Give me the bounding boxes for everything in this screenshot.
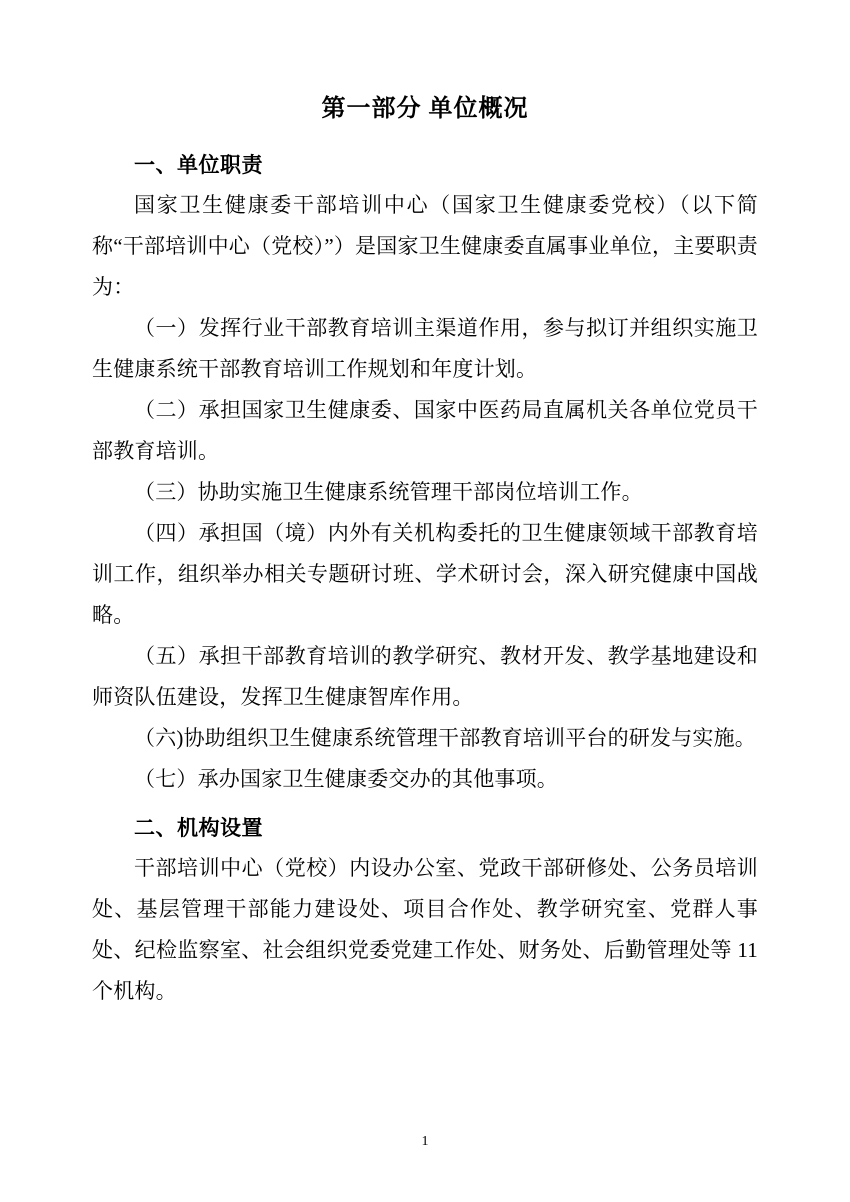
paragraph-duties-6: （六)协助组织卫生健康系统管理干部教育培训平台的研发与实施。: [134, 726, 756, 750]
page-number: 1: [421, 1134, 429, 1149]
paragraph-organization-1: 干部培训中心（党校）内设办公室、党政干部研修处、公务员培训处、基层管理干部能力建设处、项目合作处、教学研究室、党群人事处、纪检监察室、社会组织党委党建工作处、财务处、后勤管理处等 11 个机构。: [92, 856, 758, 1003]
paragraph-duties-intro: 国家卫生健康委干部培训中心（国家卫生健康委党校）（以下简称“干部培训中心（党校）”）是国家卫生健康委直属事业单位，主要职责为：: [92, 193, 758, 299]
paragraph-duties-3: （三）协助实施卫生健康系统管理干部岗位培训工作。: [134, 480, 643, 504]
section-unit-duties: [92, 149, 758, 800]
section-organization: [92, 812, 758, 1012]
section-heading-duties: 一、单位职责: [134, 153, 263, 177]
page-title: 第一部分 单位概况: [321, 96, 529, 122]
paragraph-duties-4: （四）承担国（境）内外有关机构委托的卫生健康领域干部教育培训工作，组织举办相关专题研讨班、学术研讨会，深入研究健康中国战略。: [92, 521, 758, 627]
paragraph-duties-7: （七）承办国家卫生健康委交办的其他事项。: [134, 767, 558, 791]
section-heading-organization: 二、机构设置: [134, 816, 263, 840]
paragraph-duties-1: （一）发挥行业干部教育培训主渠道作用，参与拟订并组织实施卫生健康系统干部教育培训工作规划和年度计划。: [92, 316, 758, 381]
paragraph-duties-2: （二）承担国家卫生健康委、国家中医药局直属机关各单位党员干部教育培训。: [92, 398, 758, 463]
paragraph-duties-5: （五）承担干部教育培训的教学研究、教材开发、教学基地建设和师资队伍建设，发挥卫生健康智库作用。: [92, 644, 758, 709]
